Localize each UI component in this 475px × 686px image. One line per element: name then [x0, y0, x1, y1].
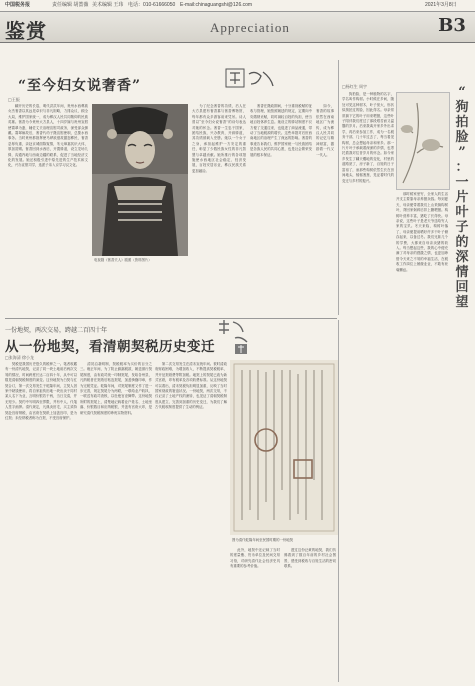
article2-column-3: 第二次交易发生在清末宣统年间。彼时清政府财政困难，为增加收入，不断提高契税税率，并开征契纸费等附加税。地契上的契尾已改为新式官纸，印有税率及各项收费标准。从这份地契可以看出，清末契税负担明显加重，反映了当时国家财政的窘迫状况。一份地契，两次交易，不仅记录了土地产权的流转，也见证了清朝契税制度从建立、完善到加重的历史变迁，为我们了解古代税收制度提供了生动的例证。 [155, 362, 227, 410]
sidebar-column-1: 狗拍脸，是一种植物的名字，学名叫作构树。小时候在乡间，随处可见这种树木，叶子宽大，形状似狗拍过的脸，因此得名。母亲常常摘下它的叶子用来喂猪，这些叶子陪伴我们度过了那段艰苦而又温馨的岁月。后来我离开家乡外出求学，再后来参加工作，成为一名税务干部，几十年过去了，每当看见构树，总会想起母亲和家乡。那一片片叶子承载着深深的乡情，也寄托着我对往昔岁月的怀念。如今家乡发生了翻天覆地的变化，村里的道路宽了，房子新了，百姓的日子富裕了，而那些构树依然生长在田间地头，郁郁葱葱，见证着时代的变迁与乡村的振兴。 [342, 92, 394, 183]
sidebar-column-2: 那时候家里穷，全家人的生活开支主要靠母亲养猪卖钱。每到夏天，母亲便带着我们上山采摘构树叶，背回家剁碎后拌上糠喂猪。构树叶营养丰富，猪吃了长得快。母亲说，这些叶子是老天爷送给穷人家的宝贝。冬天来临，构树叶落了，母亲便提前晒好许多干叶子储存起来，以备过冬。我们兄妹几个的学费，大都来自母亲卖猪的收入。每当想起这些，我的心中便充满了对母亲的感激之情，也更加珍惜今天来之不易的幸福生活，在税收工作岗位上兢兢业业，不敢有丝毫懈怠。 [396, 192, 448, 272]
article1-column-3: 奢香在摄政期间，十分重视税赋的征收与管理，她按照朝廷的规定，定期向中央缴纳贡赋，同时减轻百姓的负担，使当地百姓休养生息。她设立的驿站制度不仅方便了交通往来，也促进了商品流通，带动了当地税源的增长。这些举措对后世西南地区的治理产生了深远的影响。奢香的事迹告诉我们，维护国家统一与民族团结是各族人民的共同心愿，也是社会繁荣发展的根本保证。 [250, 104, 312, 157]
sidebar-photo [396, 92, 450, 190]
date: 2021年3月8日 [425, 2, 457, 8]
sidebar-title: “ 狗 拍 脸 ” ： 一 片 叶 子 的 深 情 回 望 [455, 85, 469, 310]
article2-column-2: 清初沿袭明制，契税税率为买价的百分之三。雍正年间，为了防止偷漏税款，朝廷颁行契尾制度，由布政司统一印制契尾，发给各州县，凡纳税者在契纸后粘连契尾，加盖骑缝印章，作为完税凭证。乾隆年间，对契尾制度又作了进一步完善，规定契尾分为两联，一联给业户收执，一联送布政司查核，以杜绝官吏舞弊。这份地契所附的契尾上，清楚地记载着业户姓名、土地坐落、价银数目和应纳税银，并盖有官府大印，是研究清代契税制度的珍贵实物资料。 [80, 362, 152, 415]
article2-kicker: 一份地契，两次交易，跨越二百四十年 [5, 327, 108, 334]
article2-byline: □张海清 徐小龙 [5, 355, 35, 360]
section-title-en: Appreciation [210, 20, 290, 35]
email: E-mail:chinaguangshi@126.com [180, 2, 253, 8]
article2-photo [230, 360, 338, 535]
sidebar-byline: □杨红生 周宇 [342, 84, 368, 89]
article2-photo-caption: 图为清代乾隆年间至民国时期的一份地契 [232, 538, 294, 542]
article2-title: 从一份地契，看清朝契税历史变迁 [5, 339, 215, 355]
article1-byline: □王振 [8, 97, 20, 102]
article2-stamp-logo [215, 318, 250, 356]
page-number: B3 [438, 15, 466, 36]
section-title: 鉴赏 [5, 19, 47, 43]
designer: 美术编辑 王玮 [92, 2, 124, 8]
article1-photo [92, 104, 188, 256]
article2-column-1: 契税是我国历史悠久的税种之一。笔者收藏有一份清代地契，记录了同一块土地前后两次交易的情况，时间跨度长达二百四十年，从中可以窥见清朝契税制度的演变。这份地契为白契与红契合订，第一次交易发生于乾隆年间，立契人因家中缺钱使用，将自家祖传田地一块出卖于同村某人名下为业，言明价银若干两，当日交清，并无短少。契约中写明四至界限，并有中人、代笔人签字画押。清代规定，凡典卖田宅，买主须持契赴官府纳税，由官府在契纸上加盖官印，是为红契；未经纳税者称为白契，不受官府保护。 [5, 362, 77, 421]
article1-column-4: 如今，奢香的故事依然在西南地区广为流传，成为彝汉人民共同的记忆与精神财富，激励着一代又一代人。 [316, 104, 334, 157]
phone: 电话：010-61666050 [128, 2, 176, 8]
article2-column-4: 此外，地契中还记载了当时的度量衡、货币单位及民间交易习俗，对研究清代社会经济史具有重要的参考价值。 [230, 548, 280, 569]
article2-column-5: 透过这份泛黄的地契，我们仿佛看到了数百年前的乡村社会图景，感受到税收与百姓生活的密切联系。 [284, 548, 336, 569]
article-divider [5, 318, 337, 319]
article1-column-1: 翻开历史的长卷，明代洪武年间，贵州水西彝族女杰奢香以其远见卓识与非凡胆略，力排众议，顾全大局，维护国家统一，成为彝汉人民共同敬仰的民族英雄。奢香为今贵州大方县人，十四岁嫁与贵州宣慰使霭翠为妻，辅佐丈夫治理宣慰司政务，深受部众拥戴。霭翠病故后，奢香代幼子摄宣慰使职，总揽水西事务。当时贵州都指挥使马烨欲借故激怒彝民，奢香忍辱负重，亲赴京城面陈冤情，朱元璋嘉其识大体，厚加赏赐。奢香回到水西后，开置驿道，设立龙场九驿，沟通内地与西南边疆的联系，促进了当地经济文化的发展。她还积极引进中原先进的生产技术和文化，兴办宣慰司学，选派子弟入京学习汉文化。 [8, 104, 88, 168]
header-bar [0, 0, 475, 12]
article1-seal-logo [225, 68, 277, 90]
column-divider-lower [338, 320, 339, 682]
paper-name: 中国税务报 [5, 2, 31, 8]
article1-title: “至今妇女说奢香” [18, 78, 142, 94]
article1-photo-caption: 电视剧《奢香夫人》剧照（资料图片） [94, 258, 152, 262]
editor: 责任编辑 胡蔷薇 [52, 2, 89, 8]
section-banner [0, 12, 475, 43]
article1-column-2: 为了纪念奢香的功绩，后人在大方县建有奢香墓与奢香博物馆，每年都有众多游客前来凭吊。诗人曾以“至今妇女说奢香”的诗句表达对她的怀念。奢香一生忠于国家，团结民族，兴办教育，开辟驿道，其功绩被载入史册。她以一个女子之身，承担起维护一方安定的重任，彰显了少数民族女性的非凡智慧与卓越贡献。她所推行的各项措施使水西地区社会稳定、经济发展，百姓安居乐业，彝汉民族关系更加融洽。 [192, 104, 246, 173]
column-divider [338, 60, 339, 315]
